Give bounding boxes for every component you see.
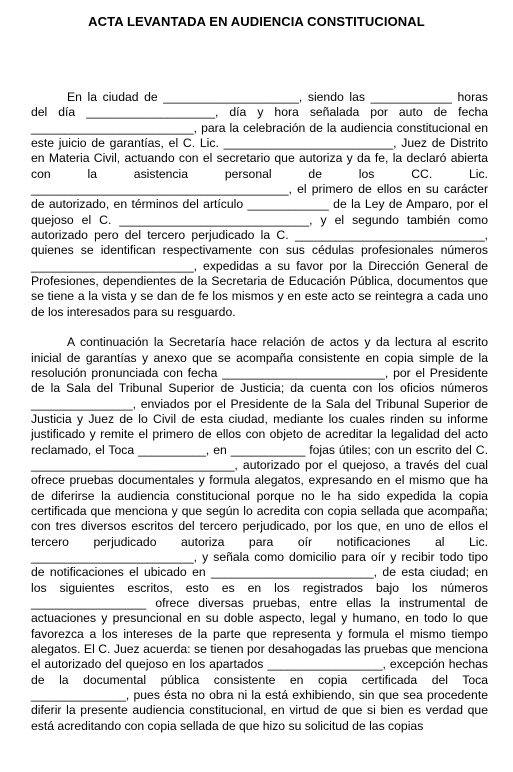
paragraph-proceedings: A continuación la Secretaría hace relación de actos y da lectura al escrito inicial de garantías y anexo que se acompaña consistente en copia simple de la resolución pronunciada con fecha ________________________, por el Presidente de la Sala del Tribunal Superior de Justicia; da cuenta con los oficios números _______________, enviados por el Presidente de la Sala del Tribunal Superior de Justicia y Juez de lo Civil de esta ciudad, mediante los cuales rinden su informe justificado y remite el primero de ellos con objeto de acreditar la legalidad del acto reclamado, el Toca __________, en ___________ fojas útiles; con un escrito del C. ______________________________, autorizado por el quejoso, a través del cual ofrece pruebas documentales y formula alegatos, expresando en el mismo que ha de diferirse la audiencia constitucional porque no le ha sido expedida la copia certificada que menciona y que según lo acredita con copia sellada que acompaña; con tres diversos escritos del tercero perjudicado, por los que, en uno de ellos el tercero perjudicado autoriza para oír notificaciones al Lic. ________________________, y señala como domicilio para oír y recibir todo tipo de notificaciones el ubicado en ________________________, de esta ciudad; en los siguientes escritos, esto es en los registrados bajo los números _________________ ofrece diversas pruebas, entre ellas la instrumental de actuaciones y presuncional en su doble aspecto, legal y humano, en todo lo que favorezca a los intereses de la parte que representa y formula el mismo tiempo alegatos. El C. Juez acuerda: se tienen por desahogadas las pruebas que menciona el autorizado del quejoso en los apartados _________________, excepción hechas de la documental pública consistente en copia certificada del Toca ______________, pues ésta no obra ni la está exhibiendo, sin que sea procedente diferir la presente audiencia constitucional, en virtud de que si bien es verdad que está acreditando con copia sellada de que hizo su solicitud de las copias (31, 335, 488, 733)
document-body (31, 90, 488, 734)
document-title: ACTA LEVANTADA EN AUDIENCIA CONSTITUCIONAL (88, 14, 425, 29)
paragraph-opening: En la ciudad de ____________________, siendo las ____________ horas del día ___________________, día y hora señalada por auto de fecha ________________________, para la celebración de la audiencia constitucional en este juicio de garantías, el C. Lic. _________________________, Juez de Distrito en Materia Civil, actuando con el secretario que autoriza y da fe, la declaró abierta con la asistencia personal de los CC. Lic. ______________________________________, el primero de ellos en su carácter de autorizado, en términos del artículo ____________ de la Ley de Amparo, por el quejoso el C. ____________________________, y el segundo también como autorizado pero del tercero perjudicado la C. ____________________________, quienes se identifican respectivamente con sus cédulas profesionales números ________________________, expedidas a su favor por la Dirección General de Profesiones, dependientes de la Secretaria de Educación Pública, documentos que se tiene a la vista y se dan de fe los mismos y en este acto se reintegra a cada uno de los interesados para su resguardo. (31, 90, 488, 319)
